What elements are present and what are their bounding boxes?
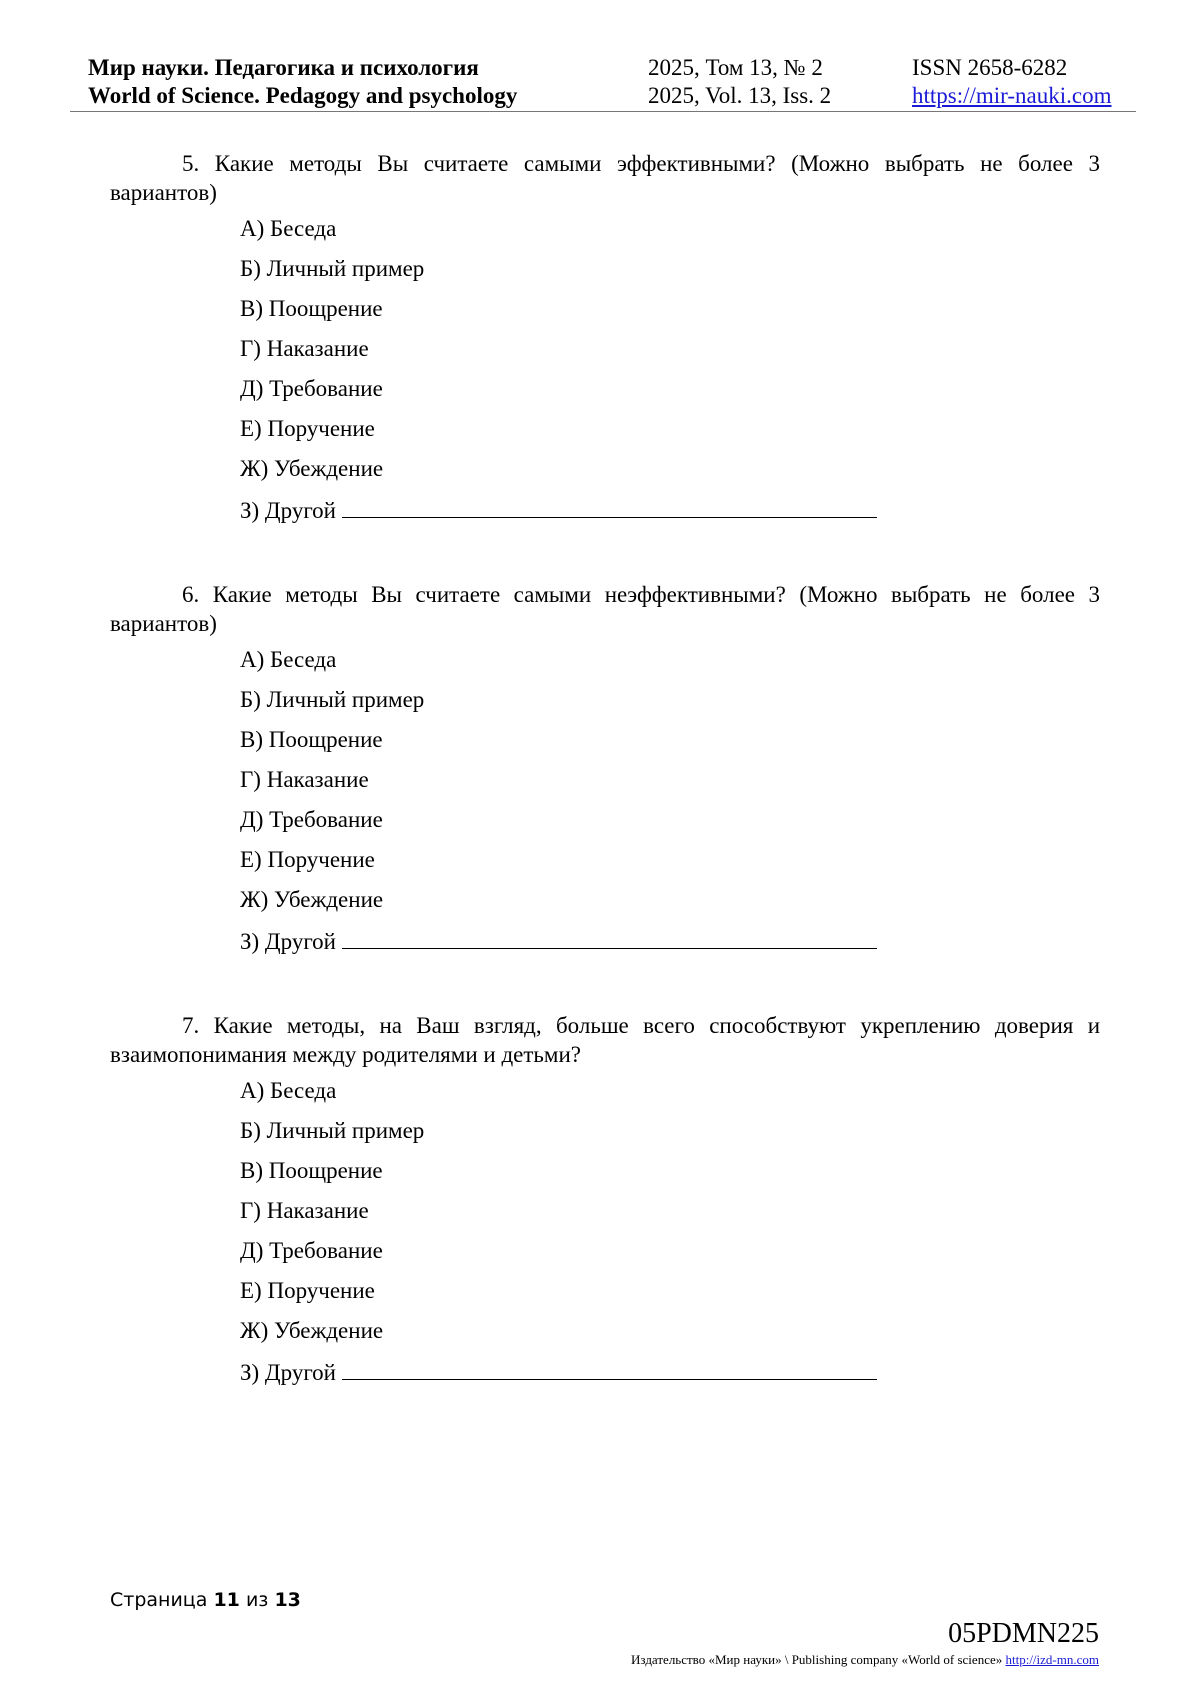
option-e: Е) Поручение [240, 416, 375, 441]
answer-blank-line [342, 926, 877, 949]
page-number [110, 1589, 301, 1611]
page-word: Страница [110, 1589, 208, 1611]
option-e: Е) Поручение [240, 1278, 375, 1303]
article-code: 05PDMN225 [948, 1618, 1099, 1649]
journal-title-en: World of Science. Pedagogy and psychology [88, 83, 518, 108]
option-g: Г) Наказание [240, 1198, 369, 1223]
option-a: А) Беседа [240, 647, 337, 672]
option-other [240, 926, 877, 966]
option-other-label: З) Другой [240, 1360, 336, 1385]
question-5-options [240, 215, 877, 535]
publisher-link[interactable]: http://izd-mn.com [1005, 1652, 1099, 1667]
option-a: А) Беседа [240, 216, 337, 241]
question-7: 7. Какие методы, на Ваш взгляд, больше всего способствуют укреплению доверия и взаимопонимания между родителями и детьми? [110, 1013, 1100, 1067]
answer-blank-line [342, 495, 877, 518]
page-current: 11 [213, 1589, 240, 1611]
option-d: Д) Требование [240, 807, 383, 832]
publisher-line [631, 1652, 1099, 1668]
journal-link[interactable]: https://mir-nauki.com [912, 83, 1112, 108]
option-a: А) Беседа [240, 1078, 337, 1103]
option-e: Е) Поручение [240, 847, 375, 872]
issue-en: 2025, Vol. 13, Iss. 2 [648, 83, 832, 108]
option-g: Г) Наказание [240, 767, 369, 792]
page-total: 13 [274, 1589, 301, 1611]
page-of: из [245, 1589, 269, 1611]
option-g: Г) Наказание [240, 336, 369, 361]
option-d: Д) Требование [240, 1238, 383, 1263]
header-divider [70, 111, 1136, 112]
question-5: 5. Какие методы Вы считаете самыми эффективными? (Можно выбрать не более 3 вариантов) [110, 151, 1100, 205]
issue-ru: 2025, Том 13, № 2 [648, 55, 823, 80]
option-other [240, 495, 877, 535]
question-6: 6. Какие методы Вы считаете самыми неэффективными? (Можно выбрать не более 3 вариантов) [110, 582, 1100, 636]
option-zh: Ж) Убеждение [240, 1318, 384, 1343]
option-zh: Ж) Убеждение [240, 456, 384, 481]
question-6-options [240, 646, 877, 966]
option-b: Б) Личный пример [240, 1118, 425, 1143]
option-d: Д) Требование [240, 376, 383, 401]
option-zh: Ж) Убеждение [240, 887, 384, 912]
issn: ISSN 2658-6282 [912, 55, 1068, 80]
option-v: В) Поощрение [240, 1158, 383, 1183]
publisher-text: Издательство «Мир науки» \ Publishing company «World of science» [631, 1652, 1003, 1667]
question-7-options [240, 1077, 877, 1397]
option-other [240, 1357, 877, 1397]
option-other-label: З) Другой [240, 929, 336, 954]
option-v: В) Поощрение [240, 296, 383, 321]
answer-blank-line [342, 1357, 877, 1380]
option-other-label: З) Другой [240, 498, 336, 523]
option-b: Б) Личный пример [240, 256, 425, 281]
option-b: Б) Личный пример [240, 687, 425, 712]
option-v: В) Поощрение [240, 727, 383, 752]
journal-title-ru: Мир науки. Педагогика и психология [88, 55, 479, 80]
